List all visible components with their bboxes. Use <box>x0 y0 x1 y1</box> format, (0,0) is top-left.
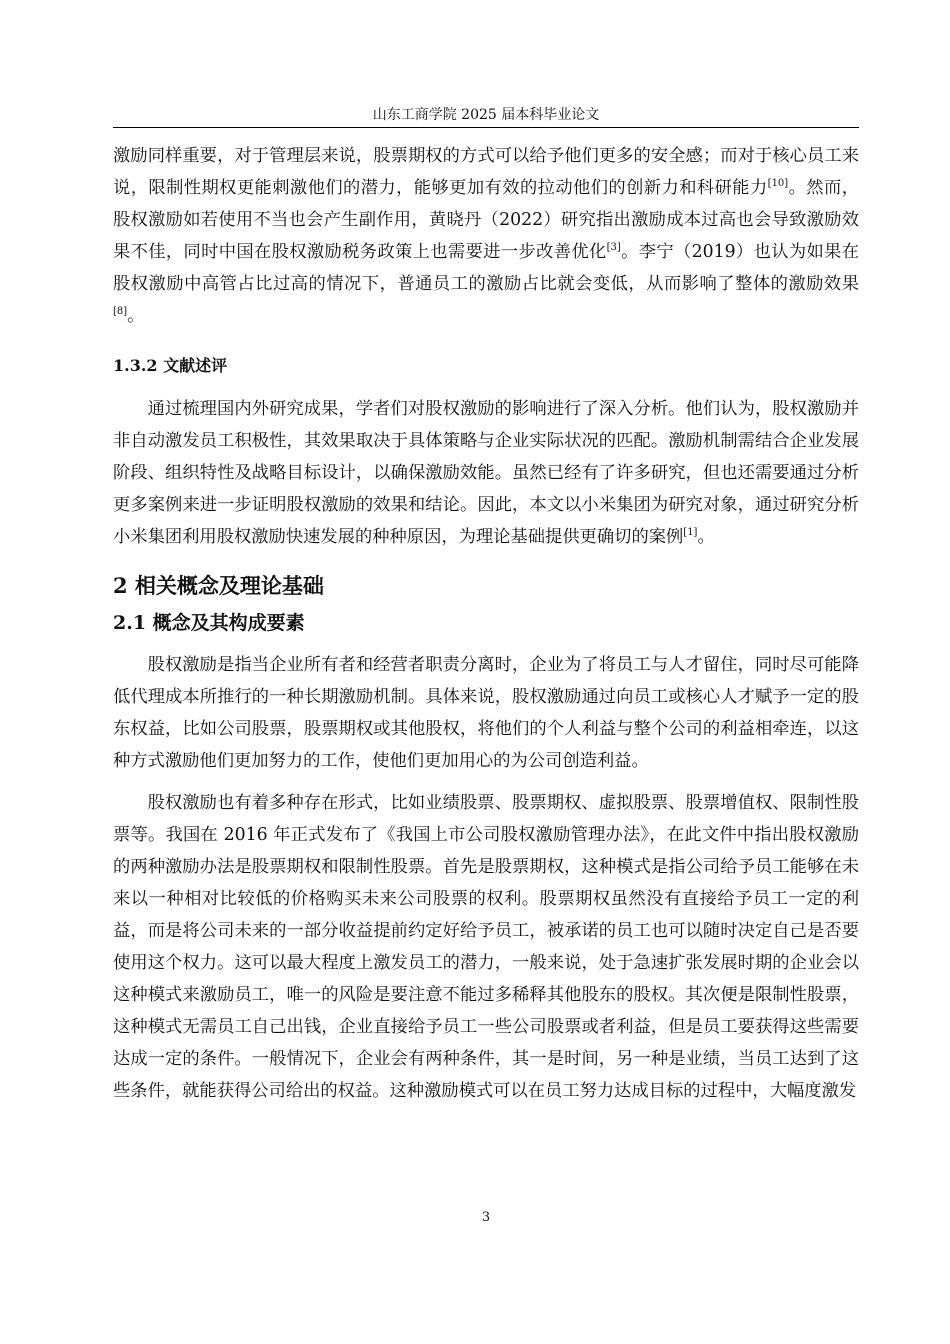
paragraph-equity-incentive-definition: 股权激励是指当企业所有者和经营者职责分离时，企业为了将员工与人才留住，同时尽可能降低代理成本所推行的一种长期激励机制。具体来说，股权激励通过向员工或核心人才赋予一定的股东权益，比如公司股票，股票期权或其他股权，将他们的个人利益与整个公司的利益相牵连，以这种方式激励他们更加努力的工作，使他们更加用心的为公司创造利益。 <box>113 655 859 771</box>
section-heading-2-1: 2.1 概念及其构成要素 <box>113 612 305 634</box>
paragraph-literature-review <box>113 393 859 553</box>
citation-1[interactable]: [1] <box>683 527 698 538</box>
paragraph-equity-incentive-forms: 股权激励也有着多种存在形式，比如业绩股票、股票期权、虚拟股票、股票增值权、限制性股票等。我国在 2016 年正式发布了《我国上市公司股权激励管理办法》，在此文件中指出股权激励的两种激励办法是股票期权和限制性股票。首先是股票期权，这种模式是指公司给予员工能够在未来以一种相对比较低的价格购买未来公司股票的权利。股票期权虽然没有直接给予员工一定的利益，而是将公司未来的一部分收益提前约定好给予员工，被承诺的员工也可以随时决定自己是否要使用这个权力。这可以最大程度上激发员工的潜力，一般来说，处于急速扩张发展时期的企业会以这种模式来激励员工，唯一的风险是要注意不能过多稀释其他股东的股权。其次便是限制性股票，这种模式无需员工自己出钱，企业直接给予员工一些公司股票或者利益，但是员工要获得这些需要达成一定的条件。一般情况下，企业会有两种条件，其一是时间，另一种是业绩，当员工达到了这些条件，就能获得公司给出的权益。这种激励模式可以在员工努力达成目标的过程中，大幅度激发 <box>113 793 859 1101</box>
citation-8[interactable]: [8] <box>113 306 128 317</box>
paragraph-text: 通过梳理国内外研究成果，学者们对股权激励的影响进行了深入分析。他们认为，股权激励并非自动激发员工积极性，其效果取决于具体策略与企业实际状况的匹配。激励机制需结合企业发展阶段、组织特性及战略目标设计，以确保激励效能。虽然已经有了许多研究，但也还需要通过分析更多案例来进一步证明股权激励的效果和结论。因此，本文以小米集团为研究对象，通过研究分析小米集团利用股权激励快速发展的种种原因，为理论基础提供更确切的案例 <box>113 399 859 547</box>
paragraph-incentive-effects <box>113 140 859 332</box>
paragraph-text: 。然而，股权激励如若使用不当也会产生副作用，黄晓丹（2022）研究指出激励成本过高也会导致激励效果不佳，同时中国在股权激励税务政策上也需要进一步改善优化 <box>113 178 859 262</box>
chapter-heading-2: 2 相关概念及理论基础 <box>113 573 324 598</box>
header-divider <box>113 127 859 128</box>
paragraph-text: 。 <box>697 527 715 547</box>
page-number: 3 <box>481 1210 491 1225</box>
paragraph-spacer <box>113 777 859 787</box>
page-body <box>113 140 859 1107</box>
running-header: 山东工商学院 2025 届本科毕业论文 <box>372 107 600 123</box>
paragraph-text: 。 <box>127 306 145 326</box>
citation-10[interactable]: [10] <box>767 178 789 189</box>
paragraph-text: 。李宁（2019）也认为如果在股权激励中高管占比过高的情况下，普通员工的激励占比就会变低，从而影响了整体的激励效果 <box>113 242 859 294</box>
section-heading-1-3-2: 1.3.2 文献述评 <box>113 356 228 375</box>
paragraph-text: 激励同样重要，对于管理层来说，股票期权的方式可以给予他们更多的安全感；而对于核心员工来说，限制性期权更能刺激他们的潜力，能够更加有效的拉动他们的创新力和科研能力 <box>113 146 859 198</box>
citation-3[interactable]: [3] <box>606 242 621 253</box>
